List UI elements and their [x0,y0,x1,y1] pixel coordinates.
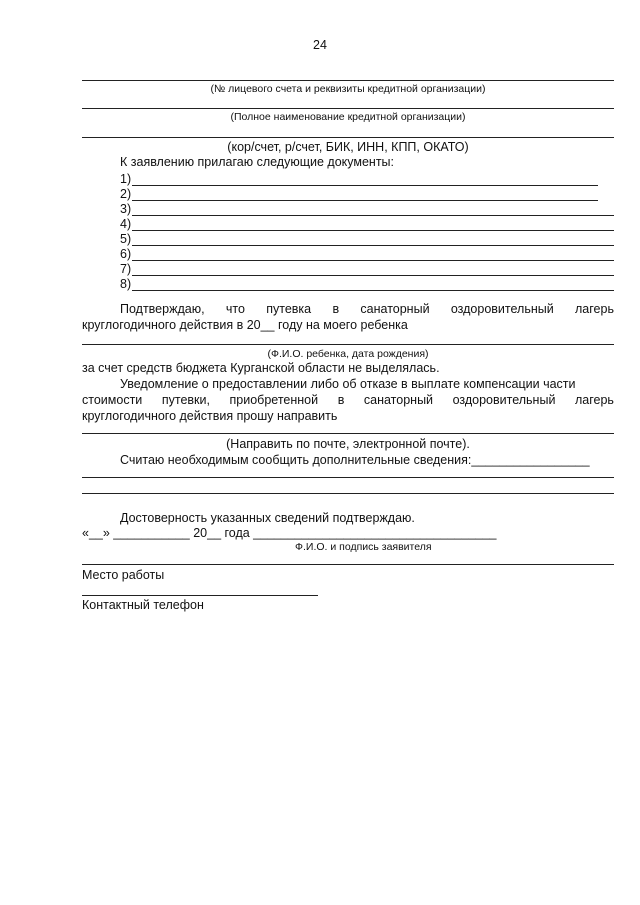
phone-line [82,595,318,596]
budget-text: за счет средств бюджета Курганской области не выделялась. [82,361,440,375]
notice-line-2: стоимости путевки, приобретенной в санаторный оздоровительный лагерь [82,393,614,407]
phone-label: Контактный телефон [82,598,204,612]
attach-intro: К заявлению прилагаю следующие документы: [120,155,394,169]
workplace-line [82,564,614,565]
confirm-line-2: круглогодичного действия в 20__ году на моего ребенка [82,318,408,332]
additional-info: Считаю необходимым сообщить дополнительные сведения:_________________ [120,453,590,467]
doc-item-4: 4) [120,216,614,231]
reliability-text: Достоверность указанных сведений подтверждаю. [120,511,415,525]
caption-bank: (Полное наименование кредитной организации) [230,111,466,123]
notice-line-3: круглогодичного действия прошу направить [82,409,338,423]
caption-requisites: (кор/счет, р/счет, БИК, ИНН, КПП, ОКАТО) [227,140,469,154]
caption-delivery: (Направить по почте, электронной почте). [226,437,470,451]
page-number: 24 [313,38,327,52]
doc-item-6: 6) [120,246,614,261]
caption-account: (№ лицевого счета и реквизиты кредитной организации) [210,83,486,95]
delivery-line [82,433,614,434]
confirm-line-1: Подтверждаю, что путевка в санаторный оздоровительный лагерь [120,302,614,316]
caption-child: (Ф.И.О. ребенка, дата рождения) [267,348,429,360]
doc-item-2: 2) [120,186,598,201]
bank-line [82,108,614,109]
doc-item-1: 1) [120,171,598,186]
child-line [82,344,614,345]
account-line [82,80,614,81]
doc-item-8: 8) [120,276,614,291]
requisites-line [82,137,614,138]
date-signature-line: «__» ___________ 20__ года ___________________________________ [82,526,497,540]
additional-line-2 [82,493,614,494]
doc-item-7: 7) [120,261,614,276]
workplace-label: Место работы [82,568,165,582]
doc-item-3: 3) [120,201,614,216]
additional-line-1 [82,477,614,478]
notice-line-1: Уведомление о предоставлении либо об отказе в выплате компенсации части [120,377,576,391]
doc-item-5: 5) [120,231,614,246]
caption-signature: Ф.И.О. и подпись заявителя [295,541,432,553]
